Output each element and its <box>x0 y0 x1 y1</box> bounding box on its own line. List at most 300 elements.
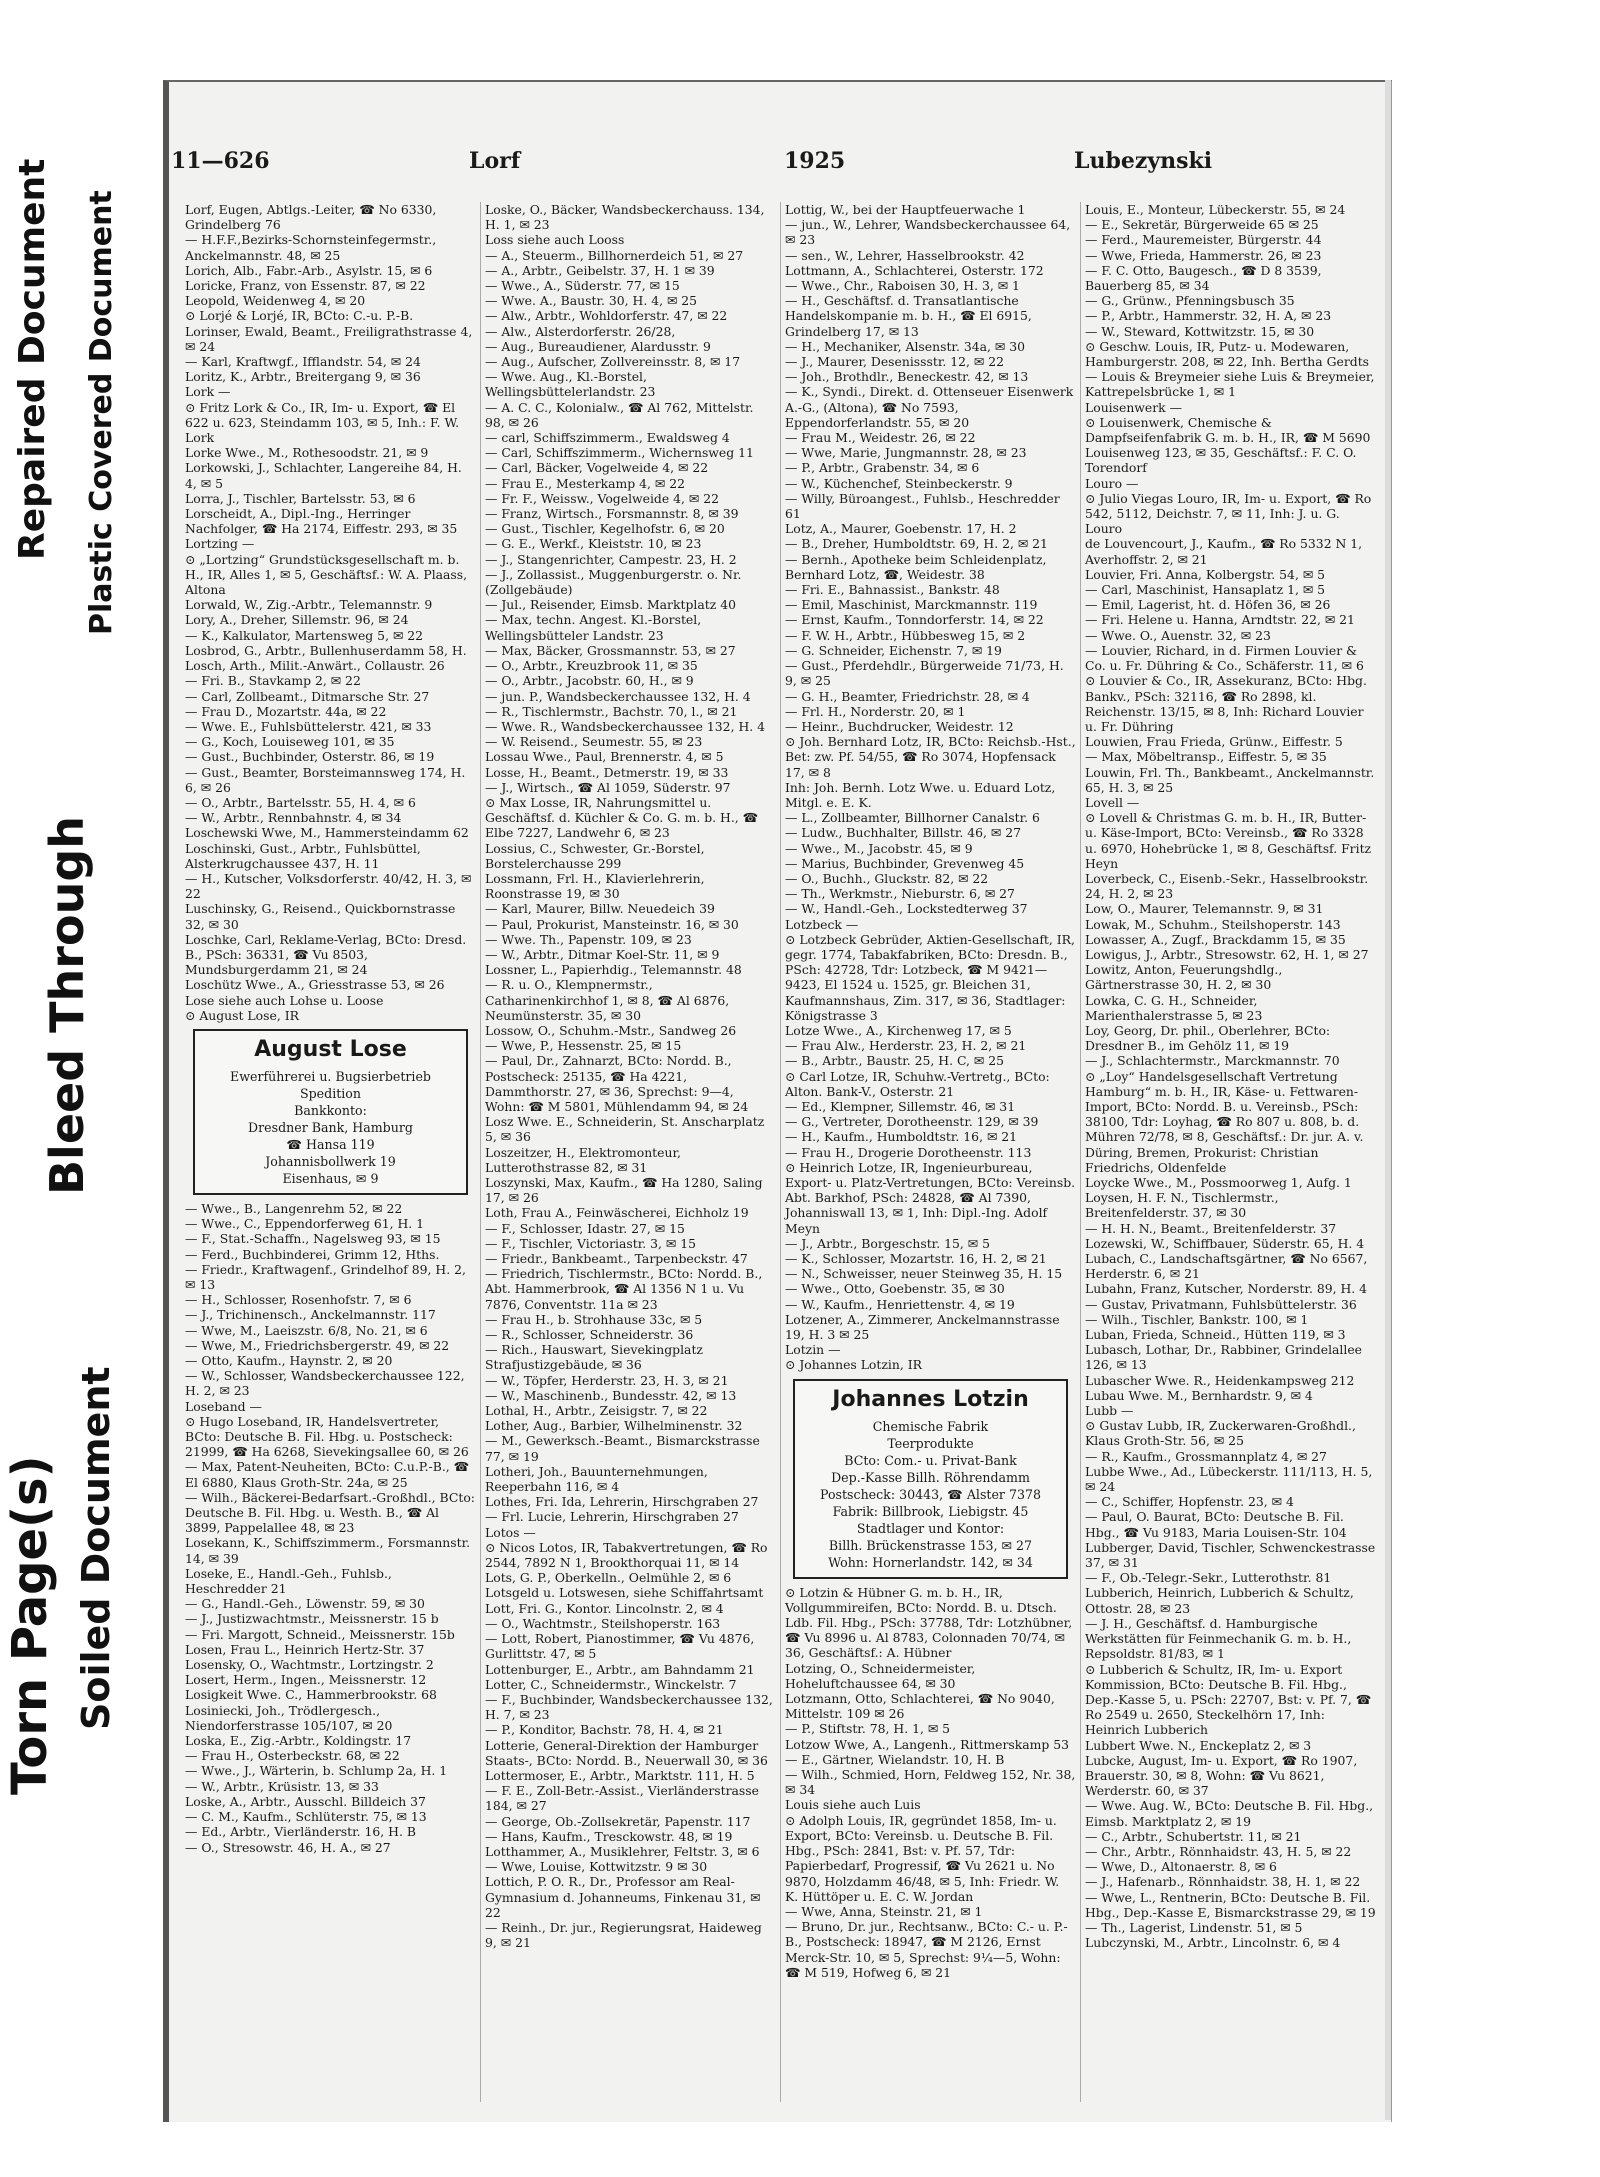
directory-entry: Lots, G. P., Oberkelln., Oelmühle 2, ✉ 6 <box>485 1570 732 1586</box>
directory-entry: — Wwe. O., Auenstr. 32, ✉ 23 <box>1085 627 1271 643</box>
directory-entry: — P., Stiftstr. 78, H. 1, ✉ 5 <box>785 1721 951 1737</box>
directory-entry: Louisenwerk — <box>1085 399 1183 415</box>
directory-entry: ⊙ Gustav Lubb, IR, Zuckerwaren-Großhdl., Klaus Groth-Str. 56, ✉ 25 <box>1085 1418 1356 1449</box>
advertisement-line: Spedition <box>299 1085 361 1101</box>
directory-entry: — Fri. E., Bahnassist., Bankstr. 48 <box>785 582 1000 598</box>
directory-entry: — Wwe. R., Wandsbeckerchaussee 132, H. 4 <box>485 718 766 734</box>
directory-entry: — Karl, Kraftwgf., Ifflandstr. 54, ✉ 24 <box>185 354 421 370</box>
directory-entry: — Frau D., Mozartstr. 44a, ✉ 22 <box>185 703 387 719</box>
advertisement-line: Fabrik: Billbrook, Liebigstr. 45 <box>832 1503 1029 1519</box>
advertisement-box <box>793 1379 1068 1579</box>
directory-entry: Loverbeck, C., Eisenb.-Sekr., Hasselbrookstr. 24, H. 2, ✉ 23 <box>1085 870 1369 902</box>
directory-entry: — G. Schneider, Eichenstr. 7, ✉ 19 <box>785 642 1002 658</box>
directory-entry: — Bruno, Dr. jur., Rechtsanw., BCto: C.- u. P.-B., Postscheck: 18947, ☎ M 2126, Ernst Merck-Str. 10, ✉ 5, Sprechst: 9¼—5, Wohn: ☎ M 519, Hofweg 6, ✉ 21 <box>785 1919 1068 1980</box>
directory-entry: — Franz, Wirtsch., Forsmannstr. 8, ✉ 39 <box>485 506 739 522</box>
directory-entry: ⊙ Lubberich & Schultz, IR, Im- u. Export Kommission, BCto: Deutsche B. Fil. Hbg., Dep.-Kasse 5, u. PSch: 22707, Bst: v. Pf. 7, ☎ Ro 2549 u. 2650, Steckelhörn 17, Inh: Heinrich Lubberich <box>1085 1661 1372 1738</box>
directory-entry: Loschke, Carl, Reklame-Verlag, BCto: Dresd. B., PSch: 36331, ☎ Vu 8503, Mundsburgerdamm 21, ✉ 24 <box>185 931 467 978</box>
directory-entry: Lowak, M., Schuhm., Steilshoperstr. 143 <box>1085 916 1341 932</box>
directory-entry: ⊙ Nicos Lotos, IR, Tabakvertretungen, ☎ Ro 2544, 7892 N 1, Brookthorquai 11, ✉ 14 <box>485 1539 768 1571</box>
directory-entry: — Gust., Beamter, Borsteimannsweg 174, H. 6, ✉ 26 <box>185 764 466 795</box>
directory-entry: — H., Mechaniker, Alsenstr. 34a, ✉ 30 <box>785 338 1025 354</box>
directory-entry: Loska, E., Zig.-Arbtr., Koldingstr. 17 <box>185 1733 412 1749</box>
directory-entry: Lossner, L., Papierhdig., Telemannstr. 48 <box>485 962 742 978</box>
advertisement-line: Ewerführerei u. Bugsierbetrieb <box>230 1068 431 1084</box>
directory-entry: Loszynski, Max, Kaufm., ☎ Ha 1280, Saling 17, ✉ 26 <box>485 1175 763 1206</box>
directory-entry: Lottermoser, E., Arbtr., Marktstr. 111, H. 5 <box>485 1767 755 1783</box>
directory-entry: — Wwe. Aug., Kl.-Borstel, Wellingsbüttelerlandstr. 23 <box>485 369 656 400</box>
directory-entry: Lowigus, J., Arbtr., Stresowstr. 62, H. 1, ✉ 27 <box>1085 946 1369 962</box>
directory-entry: — F. C. Otto, Baugesch., ☎ D 8 3539, Bauerberg 85, ✉ 34 <box>1085 262 1322 294</box>
directory-entry: Lotheri, Joh., Bauunternehmungen, Reeperbahn 116, ✉ 4 <box>485 1463 708 1495</box>
directory-entry: — E., Gärtner, Wielandstr. 10, H. B <box>785 1751 1005 1767</box>
advertisement-line: Postscheck: 30443, ☎ Alster 7378 <box>819 1486 1041 1502</box>
directory-entry: — Chr., Arbtr., Rönnhaidstr. 43, H. 5, ✉ 22 <box>1085 1843 1352 1859</box>
directory-entry: — Paul, Prokurist, Mansteinstr. 16, ✉ 30 <box>485 916 739 932</box>
column-3 <box>781 202 1081 2102</box>
directory-entry: Lother, Aug., Barbier, Wilhelminenstr. 32 <box>485 1418 743 1434</box>
directory-entry: — Wwe. Aug. W., BCto: Deutsche B. Fil. Hbg., Eimsb. Marktplatz 2, ✉ 19 <box>1085 1798 1374 1829</box>
directory-entry: — A. C. C., Kolonialw., ☎ Al 762, Mittelstr. 98, ✉ 26 <box>485 399 754 430</box>
directory-entry: Lotzmann, Otto, Schlachterei, ☎ No 9040, Mittelstr. 109 ✉ 26 <box>785 1691 1055 1722</box>
directory-entry: ⊙ Julio Viegas Louro, IR, Im- u. Export, ☎ Ro 542, 5112, Deichstr. 7, ✉ 11, Inh: J. u. G. Louro <box>1085 490 1372 537</box>
directory-entry: Lottig, W., bei der Hauptfeuerwache 1 <box>785 202 1026 217</box>
directory-entry: — sen., W., Lehrer, Hasselbrookstr. 42 <box>785 247 1025 263</box>
directory-entry: — F. E., Zoll-Betr.-Assist., Vierländerstrasse 184, ✉ 27 <box>485 1783 759 1814</box>
directory-entry: — Wwe., C., Eppendorferweg 61, H. 1 <box>185 1216 425 1232</box>
directory-entry: Lubach, C., Landschaftsgärtner, ☎ No 6567, Herderstr. 6, ✉ 21 <box>1085 1251 1368 1282</box>
advertisement-line: Johannisbollwerk 19 <box>265 1153 396 1169</box>
directory-entry: ⊙ „Loy“ Handelsgesellschaft Vertretung Hamburg“ m. b. H., IR, Käse- u. Fettwaren-Import, BCto: Nordd. B. u. Vereinsb., PSch: 38100, Tdr: Loyhag, ☎ Ro 807 u. 808, b. d. Mühren 72/78, ✉ 8, Geschäftsf.: Dr. jur. A. v. Düring, Bremen, Prokurist: Christian Friedrichs, Oldenfelde <box>1085 1068 1364 1175</box>
directory-entry: Loth, Frau A., Feinwäscherei, Eichholz 19 <box>485 1205 749 1221</box>
advertisement-line: ☎ Hansa 119 <box>286 1136 375 1152</box>
directory-entry: — Hans, Kaufm., Tresckowstr. 48, ✉ 19 <box>485 1828 733 1844</box>
advertisement-line: BCto: Com.- u. Privat-Bank <box>844 1452 1017 1468</box>
directory-entry: Lotzow Wwe, A., Langenh., Rittmerskamp 53 <box>785 1736 1070 1752</box>
directory-entry: — Max, Möbeltransp., Eiffestr. 5, ✉ 35 <box>1085 749 1327 765</box>
directory-entry: Lotzin — <box>785 1342 841 1358</box>
tag-torn-pages: Torn Page(s) <box>2 1455 58 1795</box>
directory-entry: — jun., W., Lehrer, Wandsbeckerchaussee 64, ✉ 23 <box>785 217 1071 248</box>
directory-entry: Leopold, Weidenweg 4, ✉ 20 <box>185 293 366 309</box>
directory-entry: Lubberich, Heinrich, Lubberich & Schultz, Ottostr. 28, ✉ 23 <box>1085 1585 1354 1616</box>
directory-entry: Louis, E., Monteur, Lübeckerstr. 55, ✉ 24 <box>1085 202 1346 217</box>
directory-entry: — H., Schlosser, Rosenhofstr. 7, ✉ 6 <box>185 1292 412 1308</box>
directory-entry: Lotthammer, A., Musiklehrer, Feltstr. 3, ✉ 6 <box>485 1843 760 1859</box>
directory-entry: — Jul., Reisender, Eimsb. Marktplatz 40 <box>485 597 736 613</box>
directory-entry: de Louvencourt, J., Kaufm., ☎ Ro 5332 N 1, Averhoffstr. 2, ✉ 21 <box>1085 536 1363 567</box>
directory-entry: — W., Kaufm., Henriettenstr. 4, ✉ 19 <box>785 1296 1015 1312</box>
advertisement-line: Wohn: Hornerlandstr. 142, ✉ 34 <box>828 1554 1033 1570</box>
tag-repaired: Repaired Document <box>12 158 53 560</box>
directory-entry: — Gust., Buchbinder, Osterstr. 86, ✉ 19 <box>185 749 435 765</box>
directory-entry: Lorra, J., Tischler, Bartelsstr. 53, ✉ 6 <box>185 490 416 506</box>
directory-entry: — J., Maurer, Desenissstr. 12, ✉ 22 <box>785 354 1005 370</box>
directory-entry: ⊙ Lorjé & Lorjé, IR, BCto: C.-u. P.-B. <box>185 308 414 324</box>
directory-entry: — Wwe. E., Fuhlsbüttelerstr. 421, ✉ 33 <box>185 718 432 734</box>
directory-entry: Lowasser, A., Zugf., Brackdamm 15, ✉ 35 <box>1085 931 1346 947</box>
directory-entry: — W., Handl.-Geh., Lockstedterweg 37 <box>785 901 1028 917</box>
directory-entry: Losch, Arth., Milit.-Anwärt., Collaustr. 26 <box>185 658 445 674</box>
directory-entry: — R. u. O., Klempnermstr., Catharinenkirchhof 1, ✉ 8, ☎ Al 6876, Neumünsterstr. 35, ✉ 30 <box>485 977 730 1023</box>
directory-entry: — O., Buchh., Gluckstr. 82, ✉ 22 <box>785 870 989 886</box>
directory-entry: Loschinski, Gust., Arbtr., Fuhlsbüttel, Alsterkrugchaussee 437, H. 11 <box>185 840 421 871</box>
advertisement-title: August Lose <box>254 1036 407 1062</box>
directory-entry: Lotzener, A., Zimmerer, Anckelmannstrasse 19, H. 3 ✉ 25 <box>785 1311 1060 1343</box>
directory-entry: — Wilh., Schmied, Horn, Feldweg 152, Nr. 38, ✉ 34 <box>785 1767 1076 1798</box>
directory-entry: Lose siehe auch Lohse u. Loose <box>185 992 384 1008</box>
directory-entry: Low, O., Maurer, Telemannstr. 9, ✉ 31 <box>1085 901 1324 917</box>
directory-entry: — E., Sekretär, Bürgerweide 65 ✉ 25 <box>1085 217 1319 233</box>
directory-entry: — Bernh., Apotheke beim Schleidenplatz, Bernhard Lotz, ☎, Weidestr. 38 <box>785 551 1047 582</box>
directory-entry: — O., Arbtr., Bartelsstr. 55, H. 4, ✉ 6 <box>185 794 416 810</box>
directory-entry: Loy, Georg, Dr. phil., Oberlehrer, BCto: Dresdner B., im Gehölz 11, ✉ 19 <box>1085 1022 1331 1054</box>
directory-entry: — Ed., Arbtr., Vierländerstr. 16, H. B <box>185 1824 416 1840</box>
advertisement-line: Teerprodukte <box>887 1435 974 1451</box>
directory-entry: Lowitz, Anton, Feuerungshdlg., Gärtnerstrasse 30, H. 2, ✉ 30 <box>1085 962 1283 993</box>
directory-entry: — F., Ob.-Telegr.-Sekr., Lutterothstr. 81 <box>1085 1570 1332 1586</box>
directory-entry: Lossow, O., Schuhm.-Mstr., Sandweg 26 <box>485 1022 737 1038</box>
directory-entry: — Paul, O. Baurat, BCto: Deutsche B. Fil. Hbg., ☎ Vu 9183, Maria Louisen-Str. 104 <box>1085 1509 1347 1540</box>
directory-entry: ⊙ Carl Lotze, IR, Schuhw.-Vertretg., BCto: Alton. Bank-V., Osterstr. 21 <box>785 1068 1050 1099</box>
directory-entry: — A., Arbtr., Geibelstr. 37, H. 1 ✉ 39 <box>485 262 715 278</box>
directory-entry: — Wwe, M., Laeiszstr. 6/8, No. 21, ✉ 6 <box>185 1322 428 1338</box>
directory-entry: — Louis & Breymeier siehe Luis & Breymeier, Kattrepelsbrücke 1, ✉ 1 <box>1085 369 1375 400</box>
directory-entry: Lorich, Alb., Fabr.-Arb., Asylstr. 15, ✉ 6 <box>185 262 433 278</box>
directory-entry: — F., Buchbinder, Wandsbeckerchaussee 132, H. 7, ✉ 23 <box>485 1691 773 1723</box>
directory-entry: — Gustav, Privatmann, Fuhlsbüttelerstr. 36 <box>1085 1296 1357 1312</box>
directory-entry: — Alw., Alsterdorferstr. 26/28, <box>485 323 676 339</box>
tag-soiled: Soiled Document <box>74 1366 118 1730</box>
directory-entry: ⊙ Joh. Bernhard Lotz, IR, BCto: Reichsb.-Hst., Bet: zw. Pf. 54/55, ☎ Ro 3074, Hopfensack 17, ✉ 8 <box>785 734 1076 780</box>
directory-entry: — jun. P., Wandsbeckerchaussee 132, H. 4 <box>485 688 751 704</box>
directory-entry: — W., Küchenchef, Steinbeckerstr. 9 <box>785 475 1013 491</box>
directory-entry: — K., Schlosser, Mozartstr. 16, H. 2, ✉ 21 <box>785 1251 1047 1267</box>
directory-entry: — J., Stangenrichter, Campestr. 23, H. 2 <box>485 551 737 567</box>
directory-entry: — H., Geschäftsf. d. Transatlantische Handelskompanie m. b. H., ☎ El 6915, Grindelberg 17, ✉ 13 <box>785 293 1032 339</box>
advertisement-line: Dresdner Bank, Hamburg <box>248 1119 413 1135</box>
directory-entry: Lorke Wwe., M., Rothesoodstr. 21, ✉ 9 <box>185 445 429 461</box>
directory-entry: Loritz, K., Arbtr., Breitergang 9, ✉ 36 <box>185 369 421 385</box>
directory-entry: — George, Ob.-Zollsekretär, Papenstr. 117 <box>485 1813 751 1829</box>
directory-entry: — K., Syndi., Direkt. d. Ottenseuer Eisenwerk A.-G., (Altona), ☎ No 7593, Eppendorferlandstr. 55, ✉ 20 <box>785 384 1074 430</box>
directory-entry: — F. W. H., Arbtr., Hübbesweg 15, ✉ 2 <box>785 627 1026 643</box>
advertisement-box <box>193 1029 468 1195</box>
directory-entry: — B., Dreher, Humboldtstr. 69, H. 2, ✉ 21 <box>785 536 1048 552</box>
directory-entry: Lotterie, General-Direktion der Hamburger Staats-, BCto: Nordd. B., Neuerwall 30, ✉ 36 <box>485 1737 768 1768</box>
directory-entry: — carl, Schiffszimmerm., Ewaldsweg 4 <box>485 430 730 446</box>
directory-entry: — Carl, Zollbeamt., Ditmarsche Str. 27 <box>185 688 430 704</box>
directory-entry: — Carl, Bäcker, Vogelweide 4, ✉ 22 <box>485 460 709 476</box>
directory-entry: Lossmann, Frl. H., Klavierlehrerin, Roonstrasse 19, ✉ 30 <box>485 870 705 902</box>
directory-entry: — K., Kalkulator, Martensweg 5, ✉ 22 <box>185 627 424 643</box>
directory-entry: — Paul, Dr., Zahnarzt, BCto: Nordd. B., Postscheck: 25135, ☎ Ha 4221, Dammthorstr. 27, ✉ 36, Sprechst: 9—4, Wohn: ☎ M 5801, Mühlendamm 94, ✉ 24 <box>485 1053 749 1114</box>
directory-entry: — Fri. Helene u. Hanna, Arndtstr. 22, ✉ 21 <box>1085 612 1355 628</box>
directory-entry: — Wwe, D., Altonaerstr. 8, ✉ 6 <box>1085 1859 1277 1875</box>
directory-entry: — Ferd., Mauremeister, Bürgerstr. 44 <box>1085 232 1322 248</box>
directory-entry: Loszeitzer, H., Elektromonteur, Lutterothstrasse 82, ✉ 31 <box>485 1144 681 1175</box>
directory-entry: Lossau Wwe., Paul, Brennerstr. 4, ✉ 5 <box>485 749 724 765</box>
advertisement-line: Chemische Fabrik <box>872 1418 989 1434</box>
directory-entry: — Wwe, Anna, Steinstr. 21, ✉ 1 <box>785 1903 983 1919</box>
directory-entry: — N., Schweisser, neuer Steinweg 35, H. 15 <box>785 1266 1063 1282</box>
directory-entry: — R., Kaufm., Grossmannplatz 4, ✉ 27 <box>1085 1448 1327 1464</box>
advertisement-line: Eisenhaus, ✉ 9 <box>282 1170 379 1186</box>
directory-entry: Lott, Fri. G., Kontor. Lincolnstr. 2, ✉ 4 <box>485 1600 724 1616</box>
page-number: 11—626 <box>171 148 270 174</box>
directory-entry: Lubahn, Franz, Kutscher, Norderstr. 89, H. 4 <box>1085 1281 1368 1297</box>
directory-entry: — L., Zollbeamter, Billhorner Canalstr. 6 <box>785 810 1040 826</box>
directory-entry: — P., Arbtr., Hammerstr. 32, H. A, ✉ 23 <box>1085 308 1332 324</box>
directory-entry: Loycke Wwe., M., Possmoorweg 1, Aufg. 1 <box>1085 1175 1352 1190</box>
directory-entry: Lotzbeck — <box>785 916 859 932</box>
directory-entry: — Wilh., Tischler, Bankstr. 100, ✉ 1 <box>1085 1311 1309 1327</box>
directory-entry: — Wwe, Louise, Kottwitzstr. 9 ✉ 30 <box>485 1859 708 1875</box>
directory-entry: — M., Gewerksch.-Beamt., Bismarckstrasse 77, ✉ 19 <box>485 1433 760 1464</box>
directory-entry: Loss siehe auch Looss <box>485 232 625 248</box>
directory-entry: — Ed., Klempner, Sillemstr. 46, ✉ 31 <box>785 1098 1016 1114</box>
directory-entry: Lubberger, David, Tischler, Schwenckestrasse 37, ✉ 31 <box>1085 1539 1376 1571</box>
directory-entry: ⊙ Johannes Lotzin, IR <box>785 1357 922 1373</box>
directory-entry: ⊙ Lovell & Christmas G. m. b. H., IR, Butter- u. Käse-Import, BCto: Vereinsb., ☎ Ro 3328 u. 6970, Hohebrücke 1, ✉ 8, Geschäftsf. Fritz Heyn <box>1085 810 1372 871</box>
directory-entry: — Friedrich, Tischlermstr., BCto: Nordd. B., Abt. Hammerbrook, ☎ Al 1356 N 1 u. Vu 7876, Conventstr. 11a ✉ 23 <box>485 1266 763 1312</box>
directory-entry: Lubasch, Lothar, Dr., Rabbiner, Grindelallee 126, ✉ 13 <box>1085 1342 1363 1373</box>
directory-entry: Lorwald, W., Zig.-Arbtr., Telemannstr. 9 <box>185 597 433 613</box>
directory-entry: — H., Kutscher, Volksdorferstr. 40/42, H. 3, ✉ 22 <box>185 870 472 902</box>
directory-entry: Lubb — <box>1085 1403 1134 1419</box>
directory-entry: — J., Schlachtermstr., Marckmannstr. 70 <box>1085 1053 1340 1069</box>
directory-entry: — Frau H., Drogerie Dorotheenstr. 113 <box>785 1144 1032 1160</box>
directory-entry: — Wilh., Bäckerei-Bedarfsart.-Großhdl., BCto: Deutsche B. Fil. Hbg. u. Westh. B., ☎ Al 3899, Pappelallee 48, ✉ 23 <box>185 1489 475 1536</box>
column-4 <box>1081 202 1381 2102</box>
directory-entry: — Heinr., Buchdrucker, Weidestr. 12 <box>785 718 1014 734</box>
directory-entry: ⊙ August Lose, IR <box>185 1007 299 1023</box>
directory-entry: ⊙ Max Losse, IR, Nahrungsmittel u. Geschäftsf. d. Küchler & Co. G. m. b. H., ☎ Elbe 7227, Landwehr 6, ✉ 23 <box>485 794 759 841</box>
page-edge <box>1385 80 1391 2120</box>
directory-entry: Lotsgeld u. Lotswesen, siehe Schiffahrtsamt <box>485 1585 764 1601</box>
directory-entry: — G. E., Werkf., Kleiststr. 10, ✉ 23 <box>485 536 702 552</box>
directory-entry: — Emil, Lagerist, ht. d. Höfen 36, ✉ 26 <box>1085 597 1331 613</box>
directory-entry: — Reinh., Dr. jur., Regierungsrat, Haideweg 9, ✉ 21 <box>485 1919 762 1951</box>
directory-entry: Lubbert Wwe. N., Enckeplatz 2, ✉ 3 <box>1085 1737 1312 1753</box>
directory-entry: — H.F.F.,Bezirks-Schornsteinfegermstr., Anckelmannstr. 48, ✉ 25 <box>185 232 437 263</box>
directory-entry: — Friedr., Bankbeamt., Tarpenbeckstr. 47 <box>485 1251 748 1267</box>
directory-entry: — Frau M., Weidestr. 26, ✉ 22 <box>785 430 976 446</box>
column-2 <box>481 202 781 2102</box>
directory-entry: — Wwe, L., Rentnerin, BCto: Deutsche B. Fil. Hbg., Dep.-Kasse E, Bismarckstrasse 29, ✉ 19 <box>1085 1889 1376 1920</box>
directory-entry: Lortzing — <box>185 536 255 552</box>
directory-entry: Lottmann, A., Schlachterei, Osterstr. 172 <box>785 262 1044 278</box>
directory-entry: — Frau H., Osterbeckstr. 68, ✉ 22 <box>185 1748 400 1764</box>
directory-entry: — Emil, Maschinist, Marckmannstr. 119 <box>785 597 1038 613</box>
advertisement-line: Dep.-Kasse Billh. Röhrendamm <box>831 1469 1030 1485</box>
directory-entry: — W., Maschinenb., Bundesstr. 42, ✉ 13 <box>485 1387 737 1403</box>
directory-entry: Inh: Joh. Bernh. Lotz Wwe. u. Eduard Lotz, Mitgl. e. E. K. <box>785 779 1056 810</box>
directory-entry: — R., Tischlermstr., Bachstr. 70, l., ✉ 21 <box>485 703 738 719</box>
directory-entry: — P., Arbtr., Grabenstr. 34, ✉ 6 <box>785 460 980 476</box>
directory-entry: Lubczynski, M., Arbtr., Lincolnstr. 6, ✉ 4 <box>1085 1935 1341 1951</box>
directory-entry: — Lott, Robert, Pianostimmer, ☎ Vu 4876, Gurlittstr. 47, ✉ 5 <box>485 1631 755 1662</box>
directory-entry: — R., Schlosser, Schneiderstr. 36 <box>485 1327 694 1343</box>
directory-entry: Losbrod, G., Arbtr., Bullenhuserdamm 58, H. <box>185 642 467 658</box>
directory-entry: — Wwe., M., Jacobstr. 45, ✉ 9 <box>785 840 973 856</box>
page-header <box>169 142 1391 182</box>
directory-entry: Lubbe Wwe., Ad., Lübeckerstr. 111/113, H. 5, ✉ 24 <box>1085 1463 1373 1495</box>
directory-entry: Lottenburger, E., Arbtr., am Bahndamm 21 <box>485 1661 755 1677</box>
directory-entry: Losen, Frau L., Heinrich Hertz-Str. 37 <box>185 1641 425 1657</box>
directory-entry: Lothal, H., Arbtr., Zeisigstr. 7, ✉ 22 <box>485 1403 708 1419</box>
directory-entry: — O., Arbtr., Jacobstr. 60, H., ✉ 9 <box>485 673 694 689</box>
tag-plastic-covered: Plastic Covered Document <box>84 190 119 635</box>
directory-entry: — Frl. H., Norderstr. 20, ✉ 1 <box>785 703 966 719</box>
columns <box>181 202 1381 2102</box>
directory-entry: — Wwe, Frieda, Hammerstr. 26, ✉ 23 <box>1085 247 1322 263</box>
directory-entry: — P., Konditor, Bachstr. 78, H. 4, ✉ 21 <box>485 1722 724 1738</box>
directory-entry: Loske, A., Arbtr., Ausschl. Billdeich 37 <box>185 1793 426 1809</box>
directory-entry: — Th., Werkmstr., Nieburstr. 6, ✉ 27 <box>785 886 1015 902</box>
directory-entry: — G., Handl.-Geh., Löwenstr. 59, ✉ 30 <box>185 1596 425 1612</box>
directory-entry: Lotos — <box>485 1524 536 1540</box>
directory-entry: Louro — <box>1085 475 1139 491</box>
directory-entry: Loricke, Franz, von Essenstr. 87, ✉ 22 <box>185 278 426 294</box>
directory-entry: — W. Reisend., Seumestr. 55, ✉ 23 <box>485 734 703 750</box>
directory-entry: — Karl, Maurer, Billw. Neuedeich 39 <box>485 901 715 917</box>
directory-entry: — J., Arbtr., Borgeschstr. 15, ✉ 5 <box>785 1235 990 1251</box>
directory-entry: Loske, O., Bäcker, Wandsbeckerchauss. 134, H. 1, ✉ 23 <box>485 202 765 233</box>
directory-entry: Loysen, H. F. N., Tischlermstr., Breitenfelderstr. 37, ✉ 30 <box>1085 1190 1279 1221</box>
directory-entry: — Frl. Lucie, Lehrerin, Hirschgraben 27 <box>485 1509 739 1525</box>
directory-entry: — J., Hafenarb., Rönnhaidstr. 38, H. 1, ✉ 22 <box>1085 1874 1361 1890</box>
directory-entry: — Frau E., Mesterkamp 4, ✉ 22 <box>485 475 685 491</box>
directory-entry: — Wwe., J., Wärterin, b. Schlump 2a, H. 1 <box>185 1763 448 1779</box>
directory-entry: — O., Wachtmstr., Steilshoperstr. 163 <box>485 1615 721 1631</box>
directory-entry: ⊙ Adolph Louis, IR, gegründet 1858, Im- u. Export, BCto: Vereinsb. u. Deutsche B. Fil. Hbg., PSch: 2841, Bst: v. Pf. 57, Tdr: Papierbedarf, Progressif, ☎ Vu 2621 u. No 9870, Holzdamm 46/48, ✉ 5, Inh: Friedr. W. K. Hüttöper u. E. C. W. Jordan <box>785 1812 1060 1904</box>
directory-entry: Lozewski, W., Schiffbauer, Süderstr. 65, H. 4 <box>1085 1235 1365 1251</box>
directory-entry: Loseband — <box>185 1398 262 1414</box>
directory-entry: — Max, Patent-Neuheiten, BCto: C.u.P.-B., ☎ El 6880, Klaus Groth-Str. 24a, ✉ 25 <box>185 1459 470 1490</box>
directory-entry: ⊙ Lotzin & Hübner G. m. b. H., IR, Vollgummireifen, BCto: Nordd. B. u. Dtsch. Ldb. Fil. Hbg., PSch: 37788, Tdr: Lotzhübner, ☎ Vu 8996 u. Al 8783, Colonnaden 70/74, ✉ 36, Geschäftsf.: A. Hübner <box>785 1584 1073 1661</box>
directory-entry: — Ludw., Buchhalter, Billstr. 46, ✉ 27 <box>785 825 1022 841</box>
directory-entry: Lubascher Wwe. R., Heidenkampsweg 212 <box>1085 1372 1355 1388</box>
directory-entry: Loseke, E., Handl.-Geh., Fuhlsb., Heschredder 21 <box>185 1565 392 1597</box>
directory-entry: Louwien, Frau Frieda, Grünw., Eiffestr. 5 <box>1085 734 1343 750</box>
directory-entry: — Frau Alw., Herderstr. 23, H. 2, ✉ 21 <box>785 1038 1027 1054</box>
directory-entry: — Friedr., Kraftwagenf., Grindelhof 89, H. 2, ✉ 13 <box>185 1261 466 1292</box>
directory-entry: Luschinsky, G., Reisend., Quickbornstrasse 32, ✉ 30 <box>185 901 456 932</box>
directory-entry: — Gust., Pferdehdlr., Bürgerweide 71/73, H. 9, ✉ 25 <box>785 658 1064 689</box>
directory-entry: Lorscheidt, A., Dipl.-Ing., Herringer Nachfolger, ☎ Ha 2174, Eiffestr. 293, ✉ 35 <box>185 506 458 537</box>
directory-page <box>163 80 1392 2122</box>
directory-entry: — F., Schlosser, Idastr. 27, ✉ 15 <box>485 1220 685 1236</box>
directory-entry: — B., Arbtr., Baustr. 25, H. C, ✉ 25 <box>785 1053 1004 1069</box>
directory-entry: — Carl, Maschinist, Hansaplatz 1, ✉ 5 <box>1085 582 1326 598</box>
directory-entry: Lotze Wwe., A., Kirchenweg 17, ✉ 5 <box>785 1022 1012 1038</box>
directory-entry: — O., Arbtr., Kreuzbrook 11, ✉ 35 <box>485 658 698 674</box>
directory-entry: — Wwe, M., Friedrichsbergerstr. 49, ✉ 22 <box>185 1337 450 1353</box>
directory-entry: ⊙ Lotzbeck Gebrüder, Aktien-Gesellschaft, IR, gegr. 1774, Tabakfabriken, BCto: Dresdn. B., PSch: 42728, Tdr: Lotzbeck, ☎ M 9421—9423, El 1524 u. 1525, gr. Bleichen 31, Kaufmannshaus, Zim. 317, ✉ 36, Stadtlager: Königstrasse 3 <box>785 931 1075 1023</box>
directory-entry: Lorkowski, J., Schlachter, Langereihe 84, H. 4, ✉ 5 <box>185 460 462 491</box>
directory-entry: — Ferd., Buchbinderei, Grimm 12, Hths. <box>185 1246 440 1262</box>
directory-entry: — W., Arbtr., Krüsistr. 13, ✉ 33 <box>185 1778 379 1794</box>
directory-entry: — J., Wirtsch., ☎ Al 1059, Süderstr. 97 <box>485 779 731 795</box>
directory-entry: Lubau Wwe. M., Bernhardstr. 9, ✉ 4 <box>1085 1387 1313 1403</box>
directory-entry: Lothes, Fri. Ida, Lehrerin, Hirschgraben 27 <box>485 1494 759 1510</box>
directory-entry: — Wwe. Th., Papenstr. 109, ✉ 23 <box>485 931 692 947</box>
directory-entry: — W., Steward, Kottwitzstr. 15, ✉ 30 <box>1085 323 1315 339</box>
directory-entry: — Wwe., Otto, Goebenstr. 35, ✉ 30 <box>785 1281 1005 1297</box>
directory-entry: Losensky, O., Wachtmstr., Lortzingstr. 2 <box>185 1657 434 1673</box>
directory-entry: Lotzing, O., Schneidermeister, Hoheluftchaussee 64, ✉ 30 <box>785 1660 976 1691</box>
directory-entry: — Gust., Tischler, Kegelhofstr. 6, ✉ 20 <box>485 521 725 537</box>
directory-entry: — H., Kaufm., Humboldtstr. 16, ✉ 21 <box>785 1129 1018 1145</box>
directory-entry: Loschütz Wwe., A., Griesstrasse 53, ✉ 26 <box>185 977 445 993</box>
directory-entry: — F., Tischler, Victoriastr. 3, ✉ 15 <box>485 1235 697 1251</box>
directory-entry: Lory, A., Dreher, Sillemstr. 96, ✉ 24 <box>185 612 409 628</box>
directory-entry: — G., Vertreter, Dorotheenstr. 129, ✉ 39 <box>785 1114 1039 1130</box>
advertisement-line: Billh. Brückenstrasse 153, ✉ 27 <box>828 1537 1033 1553</box>
scan-tag-sidebar <box>0 0 160 2177</box>
directory-entry: — G., Koch, Louiseweg 101, ✉ 35 <box>185 734 395 750</box>
directory-entry: Losiniecki, Joh., Trödlergesch., Niendorferstrasse 105/107, ✉ 20 <box>185 1702 393 1733</box>
directory-entry: Lovell — <box>1085 794 1140 810</box>
directory-entry: — G., Grünw., Pfenningsbusch 35 <box>1085 293 1295 309</box>
directory-entry: Louwin, Frl. Th., Bankbeamt., Anckelmannstr. 65, H. 3, ✉ 25 <box>1085 764 1375 795</box>
directory-entry: Losert, Herm., Ingen., Meissnerstr. 12 <box>185 1672 427 1688</box>
directory-entry: — Louvier, Richard, in d. Firmen Louvier & Co. u. Fr. Dühring & Co., Schäferstr. 11, ✉ 6 <box>1085 642 1364 674</box>
directory-entry: — Rich., Hauswart, Sievekingplatz Strafjustizgebäude, ✉ 36 <box>485 1342 703 1373</box>
directory-entry: ⊙ Heinrich Lotze, IR, Ingenieurbureau, Export- u. Platz-Vertretungen, BCto: Vereinsb. Abt. Barkhof, PSch: 24828, ☎ Al 7390, Johanniswall 13, ✉ 1, Inh: Dipl.-Ing. Adolf Meyn <box>785 1159 1076 1236</box>
directory-entry: — J., Trichinensch., Anckelmannstr. 117 <box>185 1307 436 1323</box>
header-first-name: Lorf <box>469 148 521 174</box>
directory-entry: — Frau H., b. Strohhause 33c, ✉ 5 <box>485 1311 703 1327</box>
header-year: 1925 <box>784 148 846 174</box>
directory-entry: — J., Justizwachtmstr., Meissnerstr. 15 b <box>185 1611 439 1627</box>
directory-entry: Loschewski Wwe, M., Hammersteindamm 62 <box>185 825 469 841</box>
directory-entry: ⊙ Hugo Loseband, IR, Handelsvertreter, BCto: Deutsche B. Fil. Hbg. u. Postscheck: 21999, ☎ Ha 6268, Sievekingsallee 60, ✉ 26 <box>185 1413 469 1460</box>
directory-entry: — W., Schlosser, Wandsbeckerchaussee 122, H. 2, ✉ 23 <box>185 1368 465 1399</box>
directory-entry: Losigkeit Wwe. C., Hammerbrookstr. 68 <box>185 1687 437 1703</box>
directory-entry: ⊙ „Lortzing“ Grundstücksgesellschaft m. b. H., IR, Alles 1, ✉ 5, Geschäftsf.: W. A. Plaass, Altona <box>185 551 468 598</box>
directory-entry: — Fr. F., Weissw., Vogelweide 4, ✉ 22 <box>485 490 719 506</box>
directory-entry: — Alw., Arbtr., Wohldorferstr. 47, ✉ 22 <box>485 308 728 324</box>
directory-entry: — Joh., Brothdlr., Beneckestr. 42, ✉ 13 <box>785 369 1029 385</box>
directory-entry: — Carl, Schiffszimmerm., Wichernsweg 11 <box>485 445 754 461</box>
directory-entry: Losz Wwe. E., Schneiderin, St. Anscharplatz 5, ✉ 36 <box>485 1114 765 1145</box>
directory-entry: — W., Arbtr., Rennbahnstr. 4, ✉ 34 <box>185 810 402 826</box>
directory-entry: — Wwe, Marie, Jungmannstr. 28, ✉ 23 <box>785 445 1027 461</box>
directory-entry: Lowka, C. G. H., Schneider, Marienthalerstrasse 5, ✉ 23 <box>1085 992 1263 1023</box>
directory-entry: — Willy, Büroangest., Fuhlsb., Heschredder 61 <box>785 490 1060 522</box>
directory-entry: Lossius, C., Schwester, Gr.-Borstel, Borstelerchausse 299 <box>485 840 705 871</box>
directory-entry: Louvier, Fri. Anna, Kolbergstr. 54, ✉ 5 <box>1085 566 1326 582</box>
directory-entry: Luban, Frieda, Schneid., Hütten 119, ✉ 3 <box>1085 1327 1346 1343</box>
directory-entry: ⊙ Geschw. Louis, IR, Putz- u. Modewaren, Hamburgerstr. 208, ✉ 22, Inh. Bertha Gerdts <box>1085 338 1370 370</box>
directory-entry: — F., Stat.-Schaffn., Nagelsweg 93, ✉ 15 <box>185 1231 441 1247</box>
directory-entry: Louis siehe auch Luis <box>785 1797 921 1813</box>
advertisement-line: Bankkonto: <box>294 1102 367 1118</box>
directory-entry: Lotter, C., Schneidermstr., Winckelstr. 7 <box>485 1676 737 1692</box>
directory-entry: — O., Stresowstr. 46, H. A., ✉ 27 <box>185 1839 391 1855</box>
directory-entry: — Aug., Aufscher, Zollvereinsstr. 8, ✉ 17 <box>485 354 741 370</box>
directory-entry: Lork — <box>185 384 231 400</box>
directory-entry: — Wwe. A., Baustr. 30, H. 4, ✉ 25 <box>485 293 698 309</box>
directory-entry: Lorinser, Ewald, Beamt., Freiligrathstrasse 4, ✉ 24 <box>185 323 473 354</box>
directory-entry: — Fri. Margott, Schneid., Meissnerstr. 15b <box>185 1626 455 1642</box>
directory-entry: — A., Steuerm., Billhornerdeich 51, ✉ 27 <box>485 247 744 263</box>
directory-entry: — C., Arbtr., Schubertstr. 11, ✉ 21 <box>1085 1828 1302 1844</box>
directory-entry: — Wwe., A., Süderstr. 77, ✉ 15 <box>485 278 680 294</box>
directory-entry: Losse, H., Beamt., Detmerstr. 19, ✉ 33 <box>485 764 729 780</box>
directory-entry: — Wwe, P., Hessenstr. 25, ✉ 15 <box>485 1038 682 1054</box>
